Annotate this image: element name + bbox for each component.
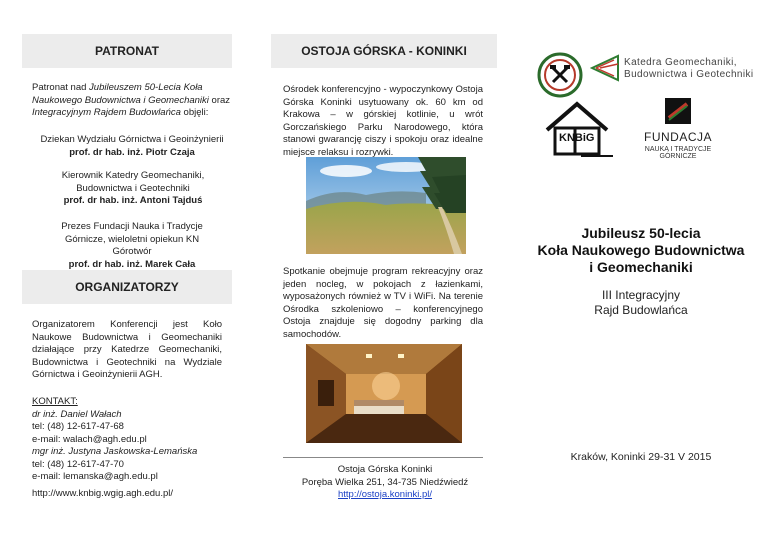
ostoja-address [283,464,487,502]
intro-text-post: objęli: [180,107,209,118]
knbig-logo-text: KNBiG [559,132,595,144]
cover-subtitle [536,288,746,318]
address-divider [283,457,483,458]
knbig-url[interactable]: http://www.knbig.wgig.agh.edu.pl/ [32,488,174,499]
cover-subtitle-line-2: Rajd Budowlańca [594,303,688,317]
cover-title-line-3: i Geomechaniki [589,259,693,275]
kontakt-label: KONTAKT: [32,396,78,407]
ostoja-url-link[interactable]: http://ostoja.koninki.pl/ [338,489,432,500]
ostoja-header: OSTOJA GÓRSKA - KONINKI [271,34,497,68]
fundacja-name [626,130,730,160]
cover-title [536,225,746,276]
organizatorzy-header: ORGANIZATORZY [22,270,232,304]
cover-title-line-1: Jubileusz 50-lecia [581,225,701,241]
patron-name: prof. dr hab. inż. Piotr Czaja [69,146,195,158]
intro-text-mid: oraz [208,94,231,106]
patron-role: Prezes Fundacji Nauka i Tradycje Górnicze, wieloletni opiekun KN Górotwór [61,221,203,257]
ostoja-description: Ośrodek konferencyjno - wypoczynkowy Ostoja Górska Koninki usytuowany ok. 60 km od Krakowa – w górskiej kotlinie, u wrót Gorczańskiego Parku Narodowego, która stanowi gwarancję ciszy i spokoju oraz idealne miejsce relaksu i rozrywki. [283,84,483,158]
address-name: Ostoja Górska Koninki [337,464,433,475]
patronat-intro [32,82,232,120]
kontakt-block [32,396,232,484]
intro-text: Patronat nad [32,82,90,93]
contact-name: mgr inż. Justyna Jaskowska-Lemańska [32,446,198,457]
ostoja-program: Spotkanie obejmuje program rekreacyjny oraz jeden nocleg, w pokojach z łazienkami, wyposażonych również w TV i WiFi. Na terenie Ośrodka szkoleniowo – konferencyjnego Ostoja znajduje się dogodny parking dla samochodów. [283,266,483,340]
contact-tel: tel: (48) 12-617-47-70 [32,458,124,470]
katedra-name [624,57,754,81]
room-photo [306,344,462,443]
address-street: Poręba Wielka 251, 34-735 Niedźwiedź [301,476,469,488]
patron-role: Dziekan Wydziału Górnictwa i Geoinżynierii [40,134,224,145]
patronat-header: PATRONAT [22,34,232,68]
fundacja-emblem [665,98,691,124]
agh-seal-logo [537,52,583,98]
cover-date: Kraków, Koninki 29-31 V 2015 [570,451,712,463]
patron-3 [32,221,232,271]
fundacja-title: FUNDACJA [643,130,712,144]
cover-subtitle-line-1: III Integracyjny [601,288,681,302]
patron-2 [38,170,228,208]
intro-emphasis-2: Integracyjnym Rajdem Budowlańca [32,107,181,118]
contact-email[interactable]: e-mail: lemanska@agh.edu.pl [32,471,158,482]
katedra-line-1: Katedra Geomechaniki, [624,57,737,68]
katedra-line-2: Budownictwa i Geotechniki [624,69,754,80]
organizatorzy-text: Organizatorem Konferencji jest Koło Naukowe Budownictwa i Geomechaniki działające przy Katedrze Geomechaniki, Budownictwa i Geotechniki na Wydziale Górnictwa i Geoinżynierii AGH. [32,319,222,380]
cover-title-line-2: Koła Naukowego Budownictwa [537,242,745,258]
patron-role: Kierownik Katedry Geomechaniki, Budownictwa i Geotechniki [61,170,205,194]
patron-1 [32,134,232,159]
katedra-logo-mark [590,54,620,82]
fundacja-subtitle: NAUKA I TRADYCJE GÓRNICZE [644,146,712,160]
landscape-photo [306,157,466,254]
contact-tel: tel: (48) 12-617-47-68 [32,421,124,432]
patron-name: prof. dr hab. inż. Antoni Tajduś [63,195,203,206]
contact-email[interactable]: e-mail: walach@agh.edu.pl [32,433,147,445]
contact-name: dr inż. Daniel Wałach [32,408,122,420]
patron-name: prof. dr hab. inż. Marek Cała [68,258,196,270]
knbig-logo [541,100,615,160]
intro-emphasis: Jubileuszem 50-Lecia Koła Naukowego Budownictwa i Geomechaniki [32,82,209,106]
